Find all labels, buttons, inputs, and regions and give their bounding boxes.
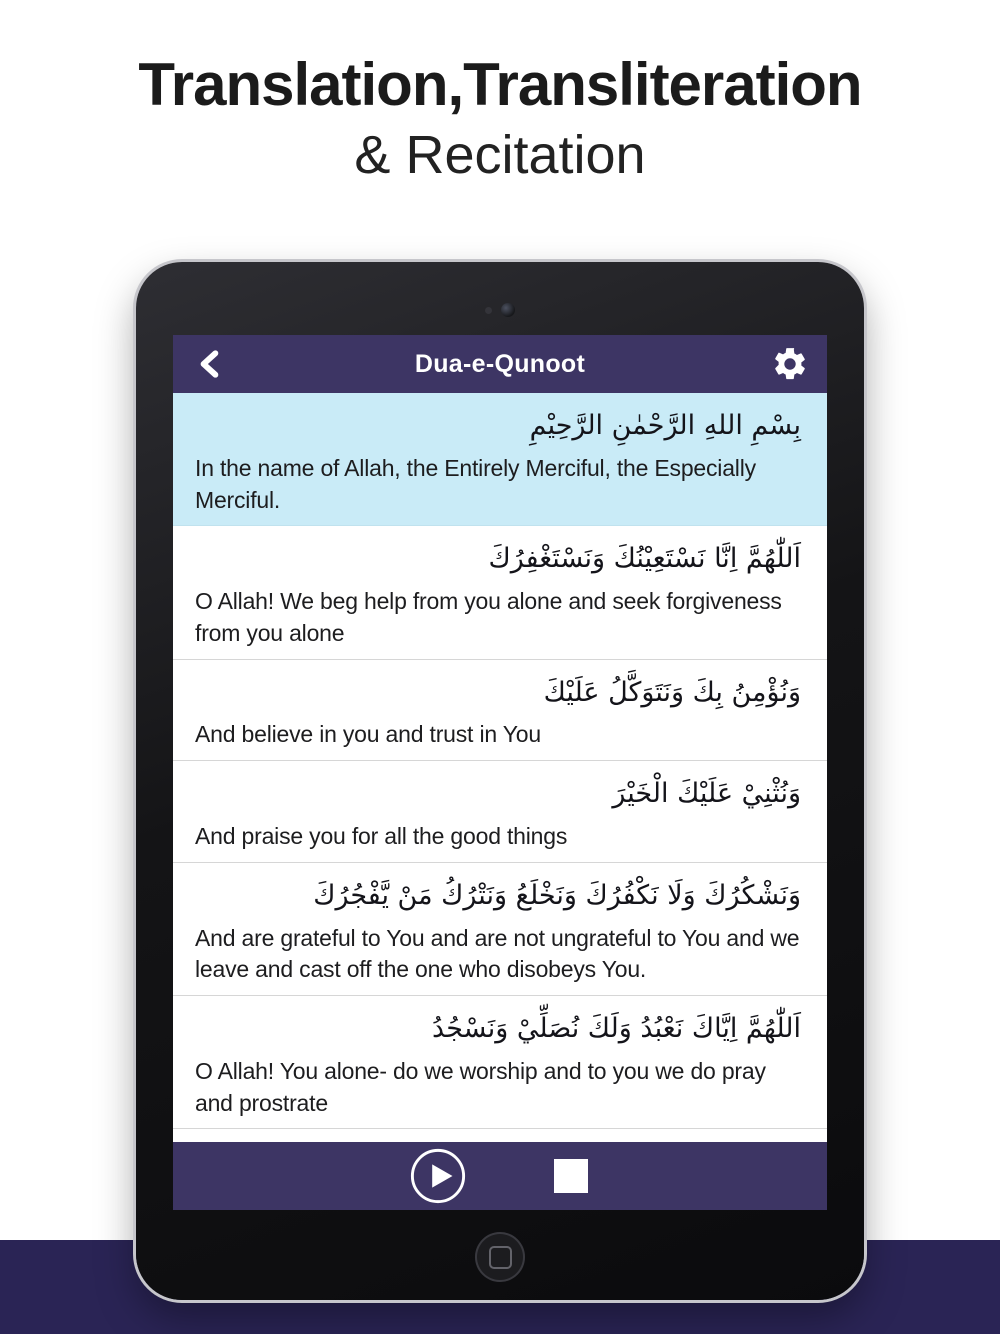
- verse-row[interactable]: [173, 996, 827, 1129]
- verse-row[interactable]: [173, 863, 827, 996]
- verse-translation: O Allah! We beg help from you alone and seek forgiveness from you alone: [195, 588, 782, 646]
- back-button[interactable]: [189, 343, 231, 385]
- player-bar: [173, 1142, 827, 1210]
- home-button[interactable]: [475, 1232, 525, 1282]
- verse-translation: And are grateful to You and are not ungrateful to You and we leave and cast off the one who disobeys You.: [195, 924, 800, 983]
- page-title: Dua-e-Qunoot: [414, 349, 586, 378]
- verse-row[interactable]: [173, 660, 827, 762]
- tablet-frame: [136, 262, 864, 1300]
- verse-row[interactable]: [173, 393, 827, 526]
- sensor-dot-icon: [485, 307, 492, 314]
- verse-row[interactable]: [173, 761, 827, 863]
- hero-title-line1: Translation,Transliteration: [138, 51, 862, 118]
- stop-icon: [554, 1159, 588, 1193]
- verse-arabic: وَنُؤْمِنُ بِكَ وَنَتَوَكَّلُ عَلَيْكَ: [543, 676, 801, 708]
- settings-button[interactable]: [769, 343, 811, 385]
- verse-translation: O Allah! You alone- do we worship and to you we do pray and prostrate: [195, 1057, 766, 1116]
- verse-arabic: وَنَشْكُرُكَ وَلَا نَكْفُرُكَ وَنَخْلَعُ وَنَتْرُكُ مَنْ يَّفْجُرُكَ: [313, 879, 801, 911]
- verse-arabic: اَللّٰهُمَّ اِيَّاكَ نَعْبُدُ وَلَكَ نُصَلِّيْ وَنَسْجُدُ: [432, 1013, 801, 1045]
- verse-arabic: اَللّٰهُمَّ اِنَّا نَسْتَعِيْنُكَ وَنَسْتَغْفِرُكَ: [488, 543, 801, 575]
- gear-icon: [771, 345, 809, 383]
- hero-title-line2: & Recitation: [354, 125, 646, 185]
- verse-row[interactable]: [173, 526, 827, 659]
- app-screen: [173, 335, 827, 1210]
- verse-list: [173, 393, 827, 1142]
- verse-arabic: بِسْمِ اللهِ الرَّحْمٰنِ الرَّحِيْمِ: [529, 410, 801, 441]
- front-camera-icon: [501, 303, 515, 317]
- verse-translation: In the name of Allah, the Entirely Merciful, the Especially Merciful.: [195, 454, 756, 513]
- verse-arabic: وَنُثْنِيْ عَلَيْكَ الْخَيْرَ: [612, 778, 801, 810]
- verse-translation: And praise you for all the good things: [195, 823, 568, 850]
- back-chevron-icon: [195, 349, 225, 379]
- play-icon: [409, 1147, 467, 1205]
- play-button[interactable]: [409, 1147, 467, 1205]
- stop-button[interactable]: [551, 1156, 591, 1196]
- app-header: [173, 335, 827, 393]
- home-button-glyph: [489, 1246, 512, 1269]
- verse-translation: And believe in you and trust in You: [195, 721, 541, 748]
- camera-area: [485, 303, 515, 317]
